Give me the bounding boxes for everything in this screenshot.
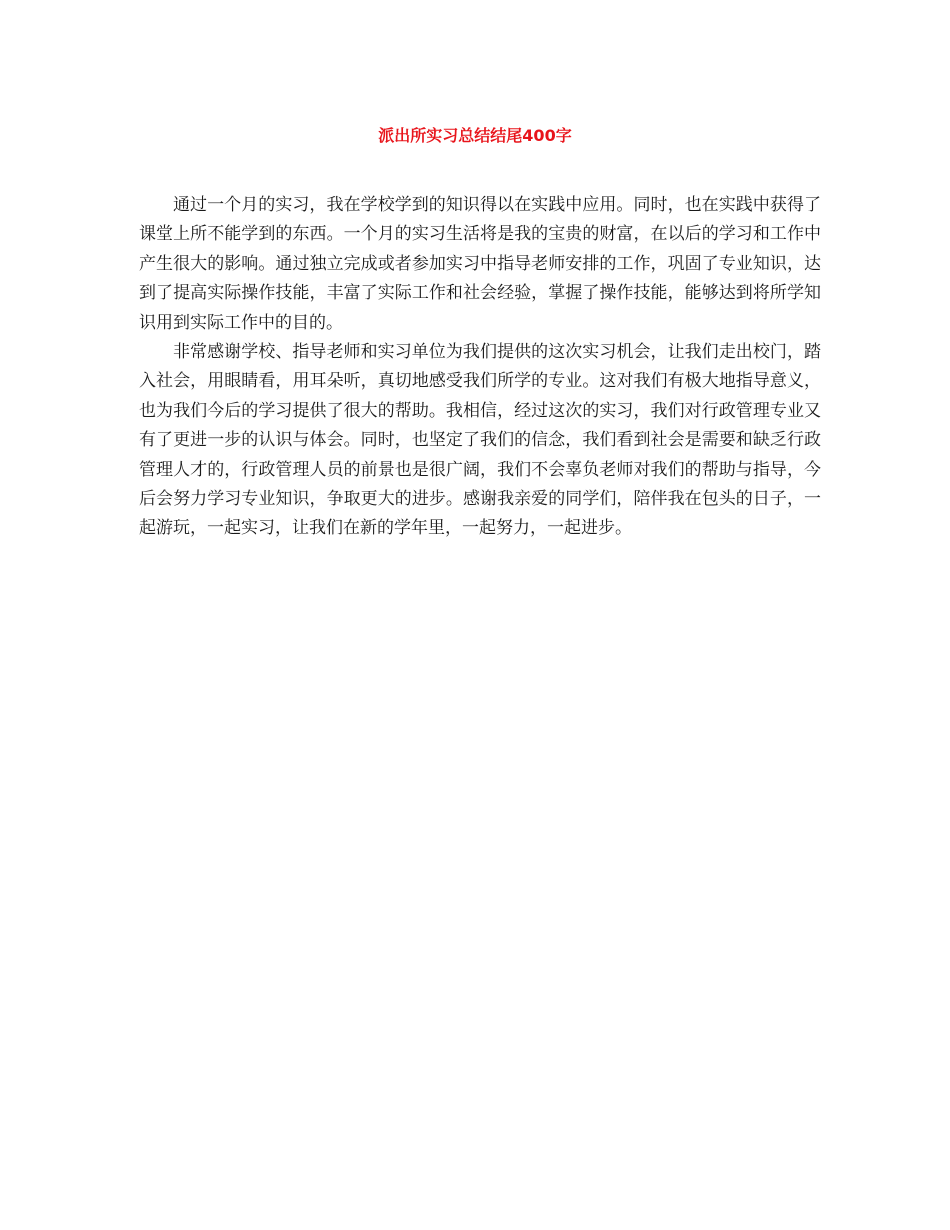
paragraph-2: 非常感谢学校、指导老师和实习单位为我们提供的这次实习机会，让我们走出校门，踏入社会，用眼睛看，用耳朵听，真切地感受我们所学的专业。这对我们有极大地指导意义，也为我们今后的学习提供了很大的帮助。我相信，经过这次的实习，我们对行政管理专业又有了更进一步的认识与体会。同时，也坚定了我们的信念，我们看到社会是需要和缺乏行政管理人才的，行政管理人员的前景也是很广阔，我们不会辜负老师对我们的帮助与指导，今后会努力学习专业知识，争取更大的进步。感谢我亲爱的同学们，陪伴我在包头的日子，一起游玩，一起实习，让我们在新的学年里，一起努力，一起进步。 [139, 342, 821, 539]
document-body [139, 191, 821, 544]
paragraph-1: 通过一个月的实习，我在学校学到的知识得以在实践中应用。同时，也在实践中获得了课堂上所不能学到的东西。一个月的实习生活将是我的宝贵的财富，在以后的学习和工作中产生很大的影响。通过独立完成或者参加实习中指导老师安排的工作，巩固了专业知识，达到了提高实际操作技能，丰富了实际工作和社会经验，掌握了操作技能，能够达到将所学知识用到实际工作中的目的。 [139, 195, 821, 333]
document-title: 派出所实习总结结尾400字 [378, 126, 572, 145]
